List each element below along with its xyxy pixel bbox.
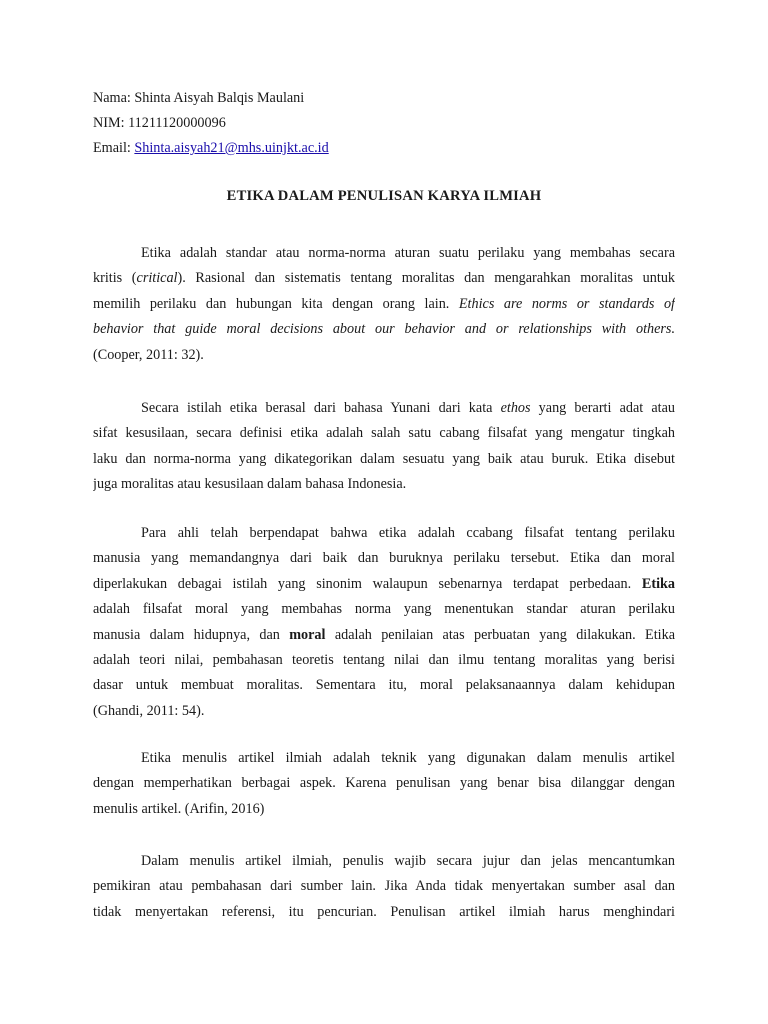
nim-line: [93, 111, 329, 136]
paragraph-line: Etika menulis artikel ilmiah adalah teknik yang digunakan dalam menulis artikel: [141, 750, 675, 766]
nim-value: 11211120000096: [128, 115, 226, 131]
paragraph-line: juga moralitas atau kesusilaan dalam bahasa Indonesia.: [93, 476, 407, 493]
text-run: Secara istilah etika berasal dari bahasa Yunani dari kata: [141, 400, 501, 416]
paragraph-line: behavior that guide moral decisions about our behavior and or relationships with others.: [93, 321, 675, 338]
text-run: diperlakukan debagai istilah yang sinonim walaupun sebenarnya terdapat perbedaan.: [93, 575, 642, 592]
paragraph-line: pemikiran atau pembahasan dari sumber lain. Jika Anda tidak menyertakan sumber asal dan: [93, 878, 675, 895]
paragraph-line: [93, 292, 675, 317]
text-run: ). Rasional dan sistematis tentang moralitas dan mengarahkan moralitas untuk: [177, 270, 675, 287]
bold-term: moral: [289, 626, 326, 643]
name-label: Nama:: [93, 90, 135, 106]
paragraph-line: Etika adalah standar atau norma-norma aturan suatu perilaku yang membahas secara: [141, 245, 675, 261]
paragraph-line: manusia yang memandangnya dari baik dan buruknya perilaku tersebut. Etika dan moral: [93, 550, 675, 567]
text-run: memilih perilaku dan hubungan kita dengan orang lain.: [93, 295, 459, 312]
paragraph-line: sifat kesusilaan, secara definisi etika adalah salah satu cabang filsafat yang mengatur tingkah: [93, 425, 675, 442]
paragraph-line: [93, 572, 675, 597]
author-name: Shinta Aisyah Balqis Maulani: [134, 90, 305, 106]
paragraph-line: menulis artikel. (Arifin, 2016): [93, 800, 265, 817]
author-info: [93, 86, 329, 161]
paragraph-line: adalah teori nilai, pembahasan teoretis tentang nilai dan ilmu tentang moralitas yang berisi: [93, 652, 675, 669]
document-title: ETIKA DALAM PENULISAN KARYA ILMIAH: [226, 188, 542, 204]
paragraph-line: (Ghandi, 2011: 54).: [93, 702, 205, 719]
nim-label: NIM:: [93, 115, 129, 131]
paragraph-line: Dalam menulis artikel ilmiah, penulis wajib secara jujur dan jelas mencantumkan: [141, 853, 675, 869]
italic-term: critical: [136, 270, 178, 287]
text-run: yang berarti adat atau: [530, 400, 675, 416]
paragraph-line: adalah filsafat moral yang membahas norma yang menentukan standar aturan perilaku: [93, 601, 675, 618]
email-link[interactable]: Shinta.aisyah21@mhs.uinjkt.ac.id: [134, 140, 329, 156]
italic-quote: Ethics are norms or standards of: [458, 295, 675, 312]
paragraph-2: [93, 396, 675, 498]
paragraph-5: [93, 849, 675, 925]
paragraph-1: [93, 241, 675, 368]
paragraph-line: laku dan norma-norma yang dikategorikan dalam sesuatu yang baik atau buruk. Etika disebut: [93, 450, 675, 467]
bold-term: Etika: [641, 575, 675, 592]
paragraph-line: dengan memperhatikan berbagai aspek. Karena penulisan yang benar bisa dilanggar dengan: [93, 775, 675, 792]
name-line: [93, 86, 329, 111]
paragraph-line: tidak menyertakan referensi, itu pencurian. Penulisan artikel ilmiah harus menghindari: [93, 903, 675, 920]
email-label: Email:: [93, 140, 135, 156]
italic-term: ethos: [500, 400, 531, 416]
paragraph-line: (Cooper, 2011: 32).: [93, 346, 204, 363]
paragraph-4: [93, 746, 675, 822]
email-line: [93, 136, 329, 161]
paragraph-line: dasar untuk membuat moralitas. Sementara itu, moral pelaksanaannya dalam kehidupan: [93, 677, 675, 694]
paragraph-line: [93, 623, 675, 648]
paragraph-3: [93, 521, 675, 724]
text-run: kritis (: [93, 270, 137, 287]
paragraph-line: [93, 396, 675, 421]
paragraph-line: [93, 266, 675, 291]
paragraph-line: Para ahli telah berpendapat bahwa etika adalah ccabang filsafat tentang perilaku: [141, 525, 675, 541]
text-run: manusia dalam hidupnya, dan: [93, 626, 290, 643]
text-run: adalah penilaian atas perbuatan yang dilakukan. Etika: [325, 626, 675, 643]
